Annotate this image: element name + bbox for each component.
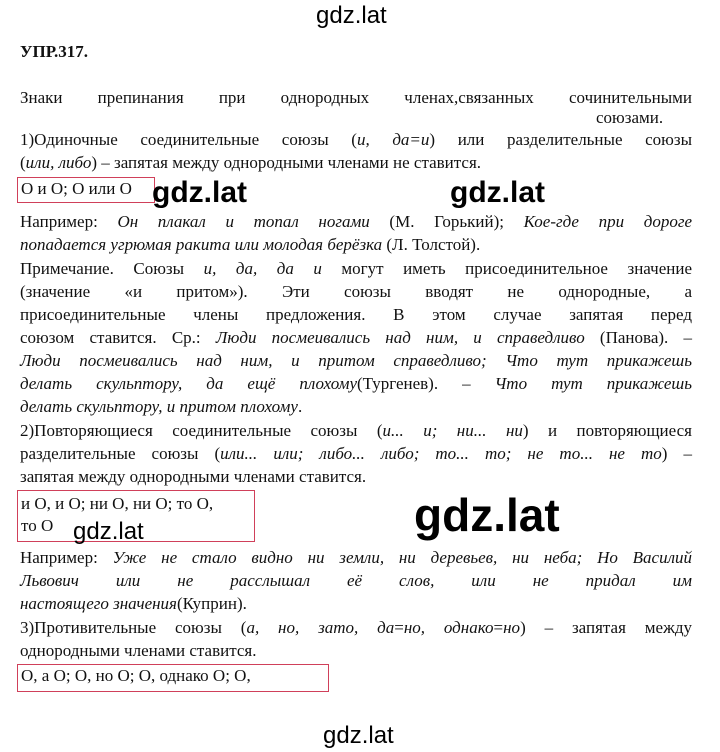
watermark-mid-right: gdz.lat xyxy=(450,176,545,209)
intro-line: Знаки препинания при однородных членах,связанных сочинительными xyxy=(20,88,692,107)
watermark-box2: gdz.lat xyxy=(73,518,144,545)
note-line: (значение «и притом»). Эти союзы вводят не однородные, а xyxy=(20,282,692,301)
note-line: присоединительные члены предложения. В этом случае запятая перед xyxy=(20,305,692,324)
watermark-bottom: gdz.lat xyxy=(323,722,394,749)
note-line: Люди посмеивались над ним, и притом справедливо; Что тут прикажешь xyxy=(20,351,692,370)
example-1-line: Например: Он плакал и топал ногами (М. Горький); Кое-где при дороге xyxy=(20,212,692,231)
rule-1-line: (или, либо) – запятая между однородными членами не ставится. xyxy=(20,153,482,172)
example-1-line: попадается угрюмая ракита или молодая берёзка (Л. Толстой). xyxy=(20,235,481,254)
rule-1-line: 1)Одиночные соединительные союзы (и, да=и) или разделительные союзы xyxy=(20,130,693,149)
watermark-top: gdz.lat xyxy=(316,2,387,29)
intro-line: союзами. xyxy=(596,108,664,127)
example-2-line: Львович или не расслышал её слов, или не придал им xyxy=(20,571,692,590)
scheme-box-2-line: то О xyxy=(21,516,54,535)
scheme-box-3: О, а О; О, но О; О, однако О; О, xyxy=(17,664,329,692)
rule-2-line: 2)Повторяющиеся соединительные союзы (и... и; ни... ни) и повторяющиеся xyxy=(20,421,692,440)
note-line: Примечание. Союзы и, да, да и могут иметь присоединительное значение xyxy=(20,259,692,278)
note-line: союзом ставится. Ср.: Люди посмеивались над ним, и справедливо (Панова). – xyxy=(20,328,692,347)
scheme-box-2-line: и О, и О; ни О, ни О; то О, xyxy=(21,494,214,513)
rule-2-line: запятая между однородными членами ставится. xyxy=(20,467,367,486)
scheme-box-1: О и О; О или О xyxy=(17,177,155,203)
example-2-line: Например: Уже не стало видно ни земли, ни деревьев, ни неба; Но Василий xyxy=(20,548,692,567)
rule-2-line: разделительные союзы (или... или; либо... либо; то... то; не то... не то) – xyxy=(20,444,692,463)
watermark-box1: gdz.lat xyxy=(152,176,247,209)
note-line: делать скульптору, да ещё плохому(Тургенев). – Что тут прикажешь xyxy=(20,374,692,393)
watermark-big: gdz.lat xyxy=(414,489,560,541)
rule-3-line: однородными членами ставится. xyxy=(20,641,257,660)
rule-3-line: 3)Противительные союзы (а, но, зато, да=но, однако=но) – запятая между xyxy=(20,618,692,637)
note-line: делать скульптору, и притом плохому. xyxy=(20,397,303,416)
exercise-title: УПР.317. xyxy=(20,42,88,61)
example-2-line: настоящего значения(Куприн). xyxy=(20,594,247,613)
